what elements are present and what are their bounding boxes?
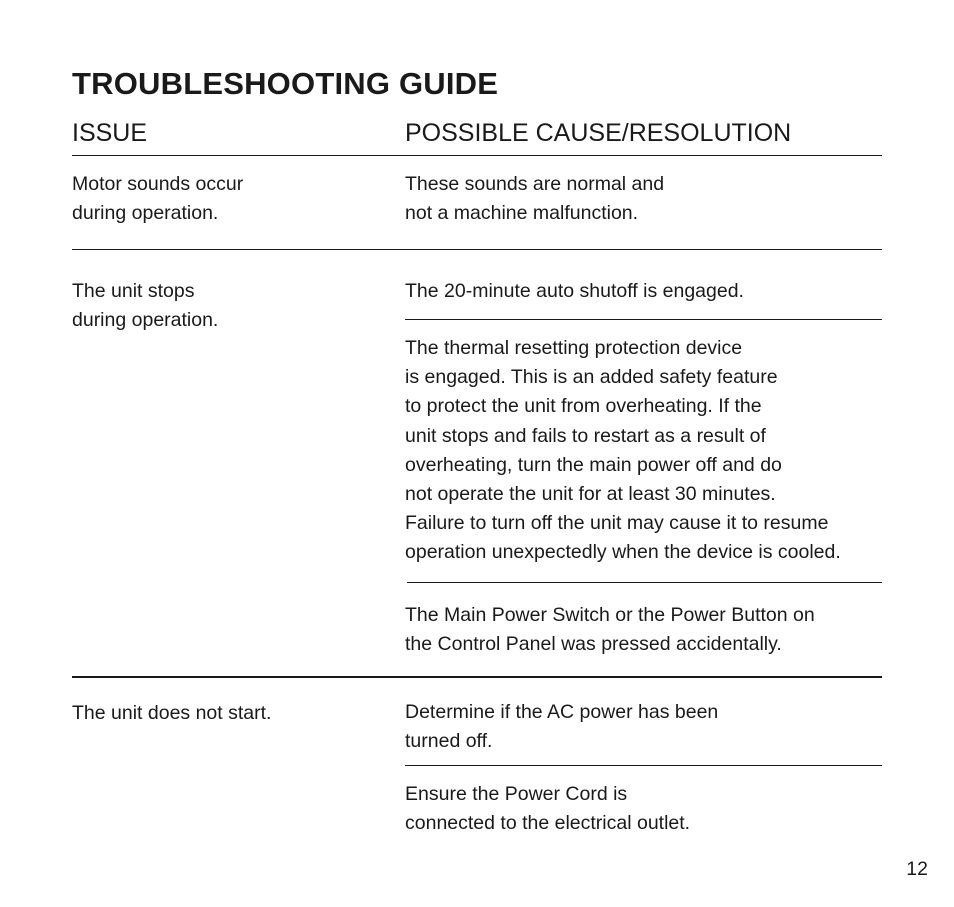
issue-unit-stops: The unit stops during operation.	[72, 280, 219, 332]
cause-auto-shutoff: The 20-minute auto shutoff is engaged.	[405, 280, 744, 302]
cause-divider	[405, 765, 882, 766]
cause-normal-sounds: These sounds are normal and not a machine malfunction.	[405, 173, 665, 225]
column-header-cause: POSSIBLE CAUSE/RESOLUTION	[405, 119, 792, 147]
row-divider	[72, 676, 882, 678]
cause-divider	[407, 582, 882, 583]
cause-power-pressed: The Main Power Switch or the Power Button on the Control Panel was pressed accidentally.	[405, 604, 815, 656]
column-header-issue: ISSUE	[72, 119, 148, 147]
header-divider	[72, 155, 882, 156]
issue-does-not-start: The unit does not start.	[72, 702, 272, 724]
page-title: TROUBLESHOOTING GUIDE	[72, 66, 499, 101]
issue-motor-sounds: Motor sounds occur during operation.	[72, 173, 244, 225]
cause-ac-power: Determine if the AC power has been turned off.	[405, 701, 719, 753]
page-number: 12	[906, 858, 928, 880]
cause-thermal-protection: The thermal resetting protection device is engaged. This is an added safety feature to protect the unit from overheating. If the unit stops and fails to restart as a result of overheating, turn the main power off and do not operate the unit for at least 30 minutes. Failure to turn off the unit may cause it to resume operation unexpectedly when the device is cooled.	[405, 337, 841, 564]
row-divider	[72, 249, 882, 250]
cause-divider	[405, 319, 882, 320]
cause-power-cord: Ensure the Power Cord is connected to the electrical outlet.	[405, 783, 691, 835]
